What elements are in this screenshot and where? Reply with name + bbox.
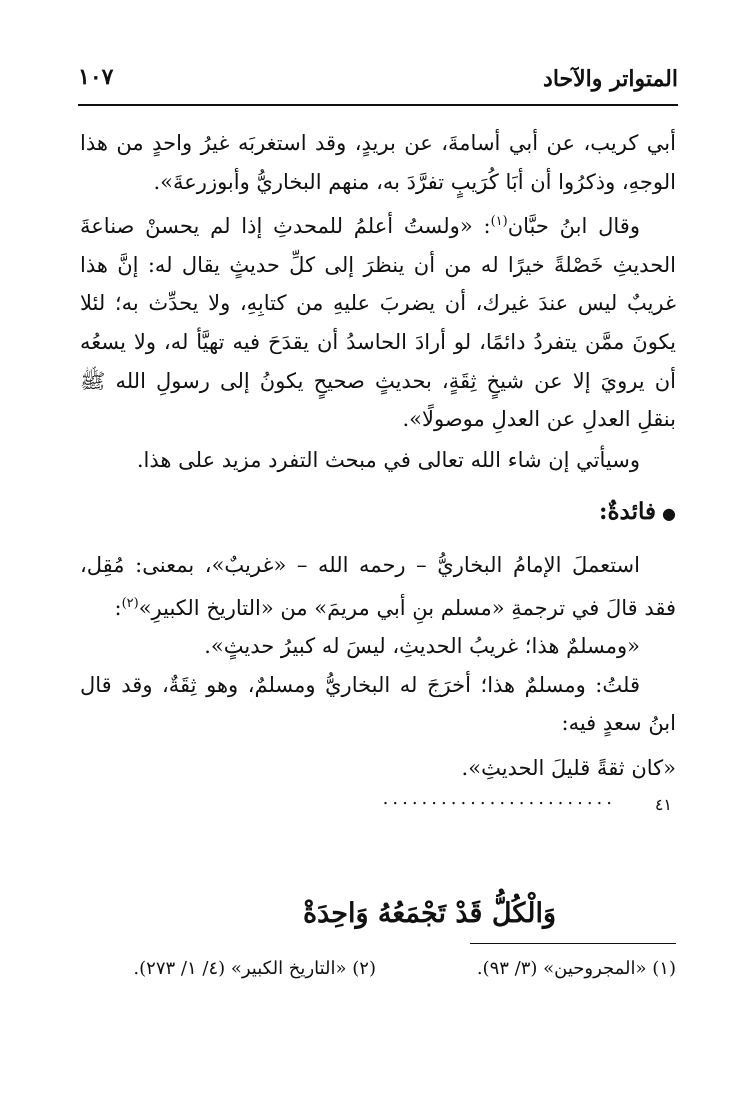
paragraph-2-rest: : «ولستُ أعلمُ للمحدثِ إذا لم يحسنْ صناعةَ الحديثِ خَصْلةً خيرًا له من أن ينظرَ إلى كلِّ حديثٍ يقال له: إنَّ هذا غريبٌ ليس عندَ غيرك، أن يضربَ عليهِ من كتابِهِ، ولا يحدِّث به؛ لئلا يكونَ ممَّن يتفردُ دائمًا، لو أرادَ الحاسدُ أن يقدَحَ فيه تهيَّأ له، ولا يسعُه أن يرويَ إلا عن شيخٍ ثِقَةٍ، بحديثٍ صحيحٍ يكونُ إلى رسولِ الله ﷺ بنقلِ العدلِ عن العدلِ موصولًا». <box>80 214 676 432</box>
section-paragraph-1-text: استعملَ الإمامُ البخاريُّ – رحمه الله – «غريبٌ»، بمعنى: مُقِل، فقد قالَ في ترجمةِ «مسلم بنِ أبي مريمَ» من «التاريخ الكبيرِ» <box>80 552 676 620</box>
quote-1: «ومسلمٌ هذا؛ غريبُ الحديثِ، ليسَ له كبيرُ حديثٍ». <box>204 634 640 659</box>
footnote-divider <box>470 943 676 944</box>
dotted-leader: ........................ <box>382 787 616 809</box>
footnotes <box>80 958 676 988</box>
footnote-ref-2[interactable]: (٢) <box>121 595 139 611</box>
section-paragraph-2: قلتُ: ومسلمٌ هذا؛ أخرَجَ له البخاريُّ ومسلمٌ، وهو ثِقَةٌ، وقد قال ابنُ سعدٍ فيه: <box>80 672 676 736</box>
section-heading <box>80 493 676 534</box>
paragraph-1: أبي كريب، عن أبي أسامةَ، عن بريدٍ، وقد استغربَه غيرُ واحدٍ من هذا الوجهِ، وذكرُوا أن أبَا كُرَيبٍ تفرَّدَ به، منهم البخاريُّ وأبوزرعةَ». <box>80 131 676 194</box>
footnote-1: (١) «المجروحين» (٣/ ٩٣). <box>476 958 676 979</box>
poem-verse: وَالْكُلُّ قَدْ تَجْمَعُهُ وَاحِدَةْ <box>302 898 556 929</box>
main-text <box>80 124 676 830</box>
verse-number: ٤١ <box>654 794 672 814</box>
header-divider <box>78 104 678 106</box>
paragraph-2-start: وقال ابنُ حبَّان <box>507 214 640 239</box>
verse-marker-row <box>80 787 676 830</box>
quote-2: «كان ثقةً قليلَ الحديثِ». <box>461 755 676 780</box>
running-header <box>78 60 678 100</box>
paragraph-3: وسيأتي إن شاء الله تعالى في مبحث التفرد مزيد على هذا. <box>136 447 640 472</box>
section-paragraph-1-colon: : <box>114 595 122 620</box>
footnote-ref-1[interactable]: (١) <box>490 214 508 230</box>
bullet-icon: ● <box>662 504 676 524</box>
section-paragraph-1 <box>80 546 676 627</box>
section-heading-text: فائدةٌ: <box>599 498 657 526</box>
footnote-2: (٢) «التاريخ الكبير» (٤/ ١/ ٢٧٣). <box>133 958 376 979</box>
chapter-title: المتواتر والآحاد <box>543 66 678 92</box>
paragraph-2 <box>80 203 676 439</box>
page-number: ١٠٧ <box>78 64 114 90</box>
